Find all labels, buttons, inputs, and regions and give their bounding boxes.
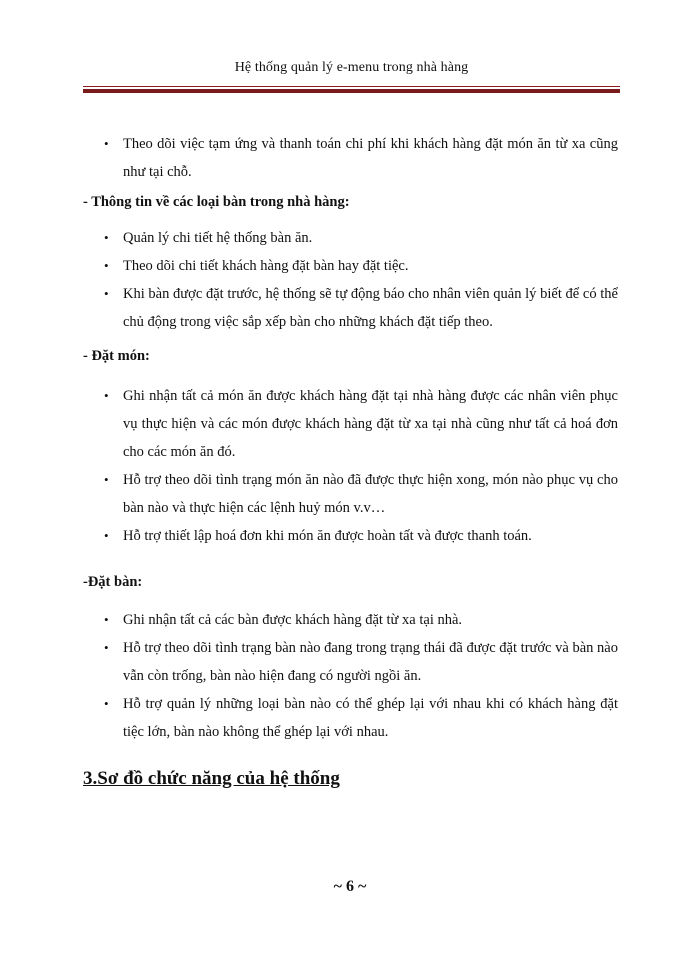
heading-dat-mon: - Đặt món: — [83, 348, 150, 364]
bullet-icon: • — [104, 472, 109, 487]
ban-list — [83, 224, 618, 336]
list-item-text: Hỗ trợ quản lý những loại bàn nào có thể ghép lại với nhau khi có khách hàng đặt tiệc lớn, bàn nào không thể ghép lại với nhau. — [123, 696, 618, 740]
list-item-text: Quản lý chi tiết hệ thống bàn ăn. — [123, 230, 313, 246]
dat-ban-list — [83, 606, 618, 746]
header-rule-thin — [83, 86, 620, 87]
bullet-icon: • — [104, 640, 109, 655]
list-item-text: Theo dõi chi tiết khách hàng đặt bàn hay đặt tiệc. — [123, 258, 409, 274]
list-item — [83, 130, 618, 186]
list-item — [83, 690, 618, 746]
bullet-icon: • — [104, 258, 109, 273]
list-item — [83, 382, 618, 466]
bullet-icon: • — [104, 230, 109, 245]
heading-dat-ban: -Đặt bàn: — [83, 574, 143, 590]
list-item-text: Hỗ trợ theo dõi tình trạng món ăn nào đã được thực hiện xong, món nào phục vụ cho bàn nào và thực hiện các lệnh huỷ món v.v… — [123, 472, 618, 516]
list-item — [83, 466, 618, 522]
heading-ban: - Thông tin về các loại bàn trong nhà hàng: — [83, 194, 350, 210]
list-item — [83, 634, 618, 690]
bullet-icon: • — [104, 612, 109, 627]
header-rule-thick — [83, 89, 620, 93]
bullet-icon: • — [104, 286, 109, 301]
list-item-text: Hỗ trợ thiết lập hoá đơn khi món ăn được hoàn tất và được thanh toán. — [123, 528, 532, 544]
bullet-icon: • — [104, 528, 109, 543]
intro-list — [83, 130, 618, 186]
list-item-text: Ghi nhận tất cả các bàn được khách hàng đặt từ xa tại nhà. — [123, 612, 463, 628]
dat-mon-list — [83, 382, 618, 550]
list-item — [83, 522, 618, 550]
list-item-text: Theo dõi việc tạm ứng và thanh toán chi phí khi khách hàng đặt món ăn từ xa cũng như tại chỗ. — [123, 136, 618, 180]
page-number: ~ 6 ~ — [333, 878, 367, 895]
list-item — [83, 280, 618, 336]
bullet-icon: • — [104, 136, 109, 151]
list-item — [83, 252, 618, 280]
list-item-text: Ghi nhận tất cả món ăn được khách hàng đặt tại nhà hàng được các nhân viên phục vụ thực hiện và các món được khách hàng đặt từ xa tại nhà cũng như tất cả hoá đơn cho các món ăn đó. — [123, 388, 618, 460]
list-item — [83, 606, 618, 634]
page-content — [83, 130, 618, 746]
page-header-title: Hệ thống quản lý e-menu trong nhà hàng — [234, 60, 469, 75]
bullet-icon: • — [104, 388, 109, 403]
section-title: 3.Sơ đồ chức năng của hệ thống — [83, 768, 340, 789]
list-item-text: Hỗ trợ theo dõi tình trạng bàn nào đang trong trạng thái đã được đặt trước và bàn nào vẫn còn trống, bàn nào hiện đang có người ngồi ăn. — [123, 640, 618, 684]
bullet-icon: • — [104, 696, 109, 711]
list-item — [83, 224, 618, 252]
list-item-text: Khi bàn được đặt trước, hệ thống sẽ tự động báo cho nhân viên quản lý biết để có thể chủ động trong việc sắp xếp bàn cho những khách đặt tiếp theo. — [123, 286, 618, 330]
